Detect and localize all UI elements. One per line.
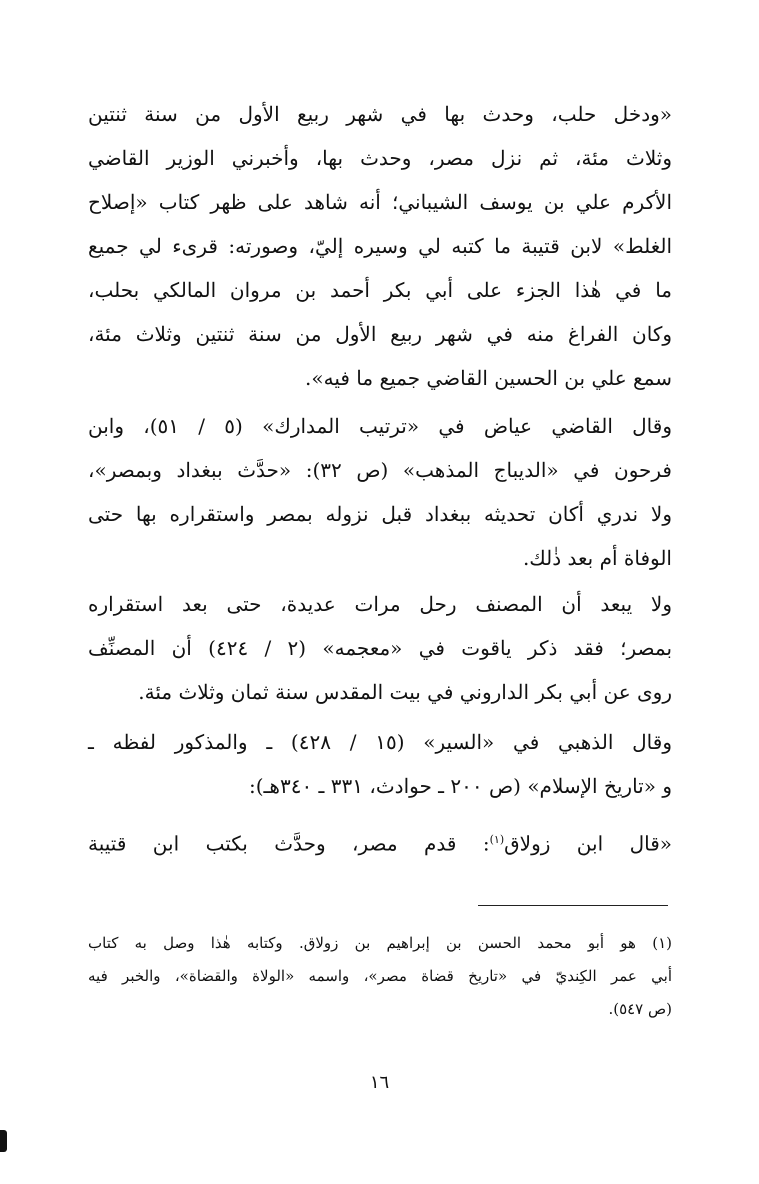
text-line: فرحون في «الديباج المذهب» (ص ٣٢): «حدَّث ببغداد وبمصر»، bbox=[88, 458, 672, 482]
text-line: وثلاث مئة، ثم نزل مصر، وحدث بها، وأخبرني الوزير القاضي bbox=[88, 146, 672, 170]
text-line: وقال القاضي عياض في «ترتيب المدارك» (٥ / ٥١)، وابن bbox=[88, 414, 672, 438]
text-line: و «تاريخ الإسلام» (ص ٢٠٠ ـ حوادث، ٣٣١ ـ ٣٤٠هـ): bbox=[249, 774, 672, 798]
text-line: «ودخل حلب، وحدث بها في شهر ربيع الأول من سنة ثنتين bbox=[88, 102, 672, 126]
paragraph-3 bbox=[88, 582, 672, 714]
text-line bbox=[88, 818, 672, 862]
footnote-ref[interactable]: (١) bbox=[489, 833, 505, 846]
paragraph-4 bbox=[88, 720, 672, 808]
footnote bbox=[88, 927, 672, 1026]
text-line: وكان الفراغ منه في شهر ربيع الأول من سنة ثنتين وثلاث مئة، bbox=[88, 322, 672, 346]
footnote-line: (ص ٥٤٧). bbox=[608, 1000, 672, 1018]
footnote-line: أبي عمر الكِنديّ في «تاريخ قضاة مصر»، واسمه «الولاة والقضاة»، والخبر فيه bbox=[88, 967, 672, 985]
page-number: ١٦ bbox=[369, 1072, 390, 1093]
text-line: ولا ندري أكان تحديثه ببغداد قبل نزوله بمصر واستقراره بها حتى bbox=[88, 502, 672, 526]
text-line: بمصر؛ فقد ذكر ياقوت في «معجمه» (٢ / ٤٢٤) أن المصنِّف bbox=[88, 636, 673, 660]
footnote-separator bbox=[478, 905, 668, 906]
text-line: الغلط» لابن قتيبة ما كتبه لي وسيره إليّ، وصورته: قرىء لي جميع bbox=[88, 234, 672, 258]
text-line: ما في هٰذا الجزء على أبي بكر أحمد بن مروان المالكي بحلب، bbox=[88, 278, 672, 302]
text-line: روى عن أبي بكر الداروني في بيت المقدس سنة ثمان وثلاث مئة. bbox=[138, 680, 672, 704]
paragraph-1 bbox=[88, 92, 672, 400]
scan-edge-mark bbox=[0, 1130, 7, 1152]
quote-start: «قال ابن زولاق bbox=[504, 831, 672, 856]
paragraph-2 bbox=[88, 404, 672, 580]
text-line: الأكرم علي بن يوسف الشيباني؛ أنه شاهد على ظهر كتاب «إصلاح bbox=[88, 190, 672, 214]
text-line: وقال الذهبي في «السير» (١٥ / ٤٢٨) ـ والمذكور لفظه ـ bbox=[88, 730, 672, 754]
text-line: ولا يبعد أن المصنف رحل مرات عديدة، حتى بعد استقراره bbox=[88, 592, 672, 616]
text-line: الوفاة أم بعد ذٰلك. bbox=[522, 546, 672, 570]
footnote-line: (١) هو أبو محمد الحسن بن إبراهيم بن زولاق. وكتابه هٰذا وصل به كتاب bbox=[88, 934, 672, 952]
paragraph-5 bbox=[88, 818, 672, 862]
text-line: سمع علي بن الحسين القاضي جميع ما فيه». bbox=[305, 366, 672, 390]
quote-continued: : قدم مصر، وحدَّث بكتب ابن قتيبة bbox=[88, 831, 490, 856]
